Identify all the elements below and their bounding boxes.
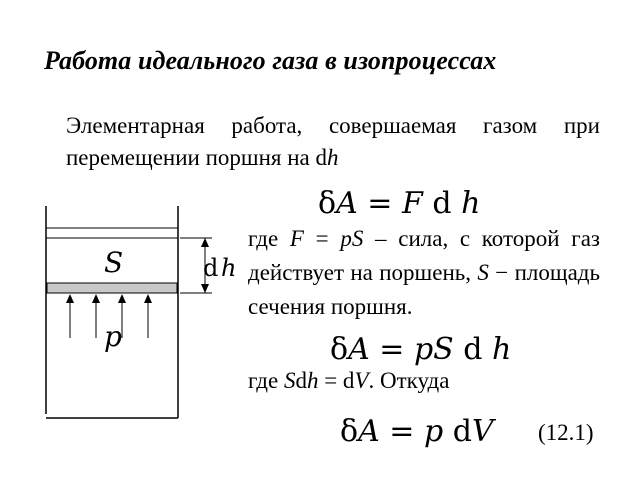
delta-symbol: δ xyxy=(318,186,337,221)
var-V: V xyxy=(354,368,369,393)
piston xyxy=(47,283,177,293)
label-dh-d: d xyxy=(203,254,219,282)
equals-sign: = xyxy=(357,186,402,221)
text-where: где xyxy=(248,226,290,251)
text-force: – сила, с которой газ действует на поршень, xyxy=(248,226,600,285)
var-A: A xyxy=(358,414,380,449)
intro-var-h: h xyxy=(327,145,339,170)
dim-arrow-up-icon xyxy=(201,238,209,247)
var-A: A xyxy=(348,332,370,367)
var-h: h xyxy=(461,186,481,221)
text-area: − площадь сечения поршня. xyxy=(248,260,600,319)
var-S: S xyxy=(477,260,489,285)
var-p: p xyxy=(413,332,434,367)
var-S: S xyxy=(433,332,454,367)
label-dh-h: h xyxy=(221,254,237,282)
arrowhead-icon xyxy=(92,294,100,303)
equals-sign: = xyxy=(303,226,341,251)
differential-d: d xyxy=(295,368,307,393)
var-S: S xyxy=(351,226,364,251)
var-V: V xyxy=(471,414,494,449)
var-F: F xyxy=(401,186,423,221)
label-S: S xyxy=(104,246,124,279)
dim-arrow-down-icon xyxy=(201,284,209,293)
delta-symbol: δ xyxy=(340,414,359,449)
var-h: h xyxy=(306,368,319,393)
arrowhead-icon xyxy=(118,294,126,303)
equation-number: (12.1) xyxy=(538,420,594,445)
differential-d: d xyxy=(443,414,472,449)
equals-sign: = xyxy=(369,332,414,367)
equals-d: = d xyxy=(318,368,355,393)
arrowhead-icon xyxy=(66,294,74,303)
var-h: h xyxy=(492,332,512,367)
differential-d: d xyxy=(453,332,493,367)
intro-text: Элементарная работа, совершаемая газом при перемещении поршня на d xyxy=(66,113,600,170)
delta-symbol: δ xyxy=(330,332,349,367)
var-A: A xyxy=(336,186,358,221)
var-p: p xyxy=(340,226,352,251)
var-p: p xyxy=(423,414,444,449)
label-p: p xyxy=(104,320,122,353)
arrowhead-icon xyxy=(144,294,152,303)
differential-d: d xyxy=(422,186,462,221)
equals-sign: = xyxy=(379,414,424,449)
text-whence: . Откуда xyxy=(368,368,450,393)
text-where: где xyxy=(248,368,284,393)
var-S: S xyxy=(283,368,296,393)
page-title: Работа идеального газа в изопроцессах xyxy=(44,46,497,75)
var-F: F xyxy=(289,226,304,251)
